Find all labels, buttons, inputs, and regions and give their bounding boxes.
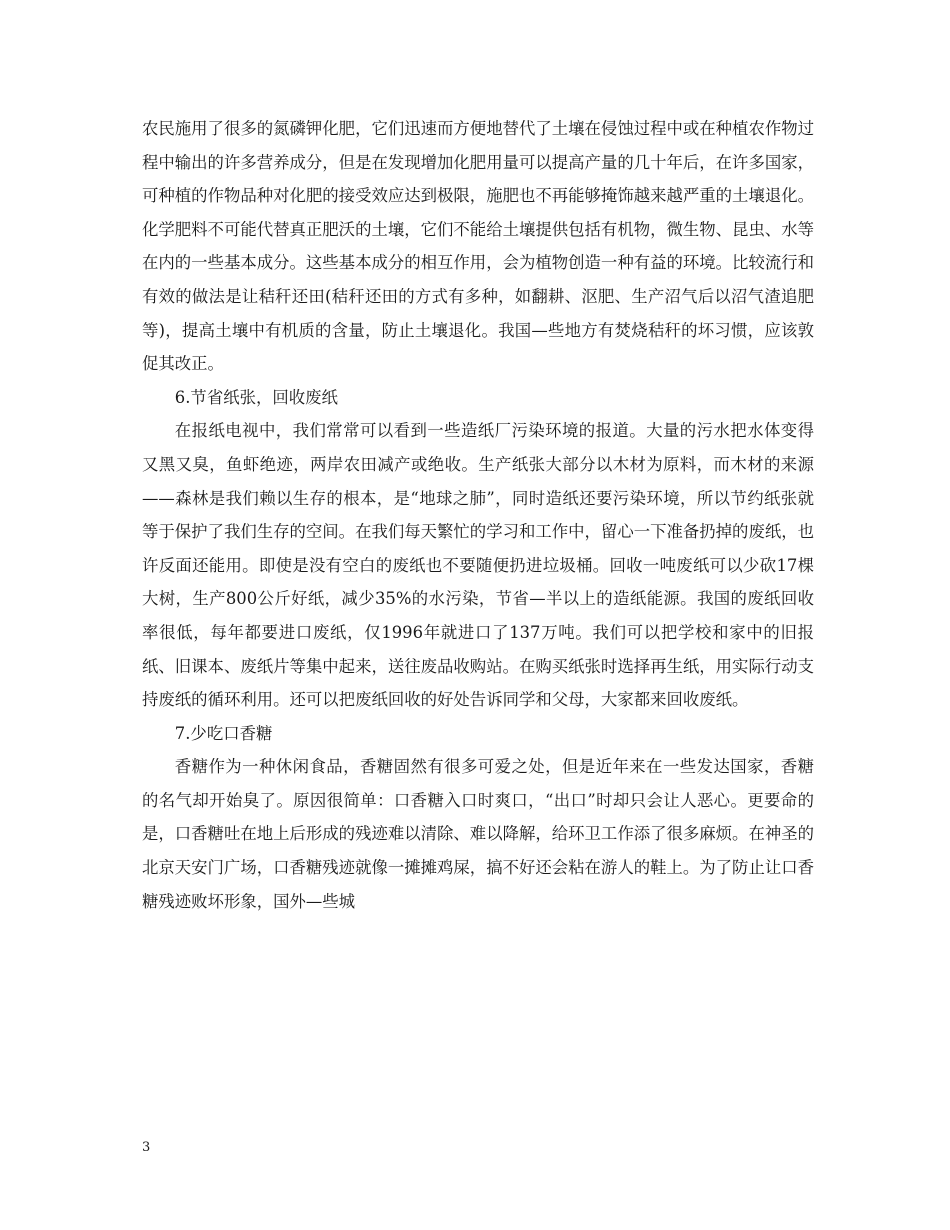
paragraph-save-paper: 在报纸电视中，我们常常可以看到一些造纸厂污染环境的报道。大量的污水把水体变得又黑又臭，鱼虾绝迹，两岸农田减产或绝收。生产纸张大部分以木材为原料，而木材的来源——森林是我们赖以生存的根本，是“地球之肺”，同时造纸还要污染环境，所以节约纸张就等于保护了我们生存的空间。在我们每天繁忙的学习和工作中，留心一下准备扔掉的废纸，也许反面还能用。即使是没有空白的废纸也不要随便扔进垃圾桶。回收一吨废纸可以少砍17棵大树，生产800公斤好纸，减少35%的水污染，节省—半以上的造纸能源。我国的废纸回收率很低，每年都要进口废纸，仅1996年就进口了137万吨。我们可以把学校和家中的旧报纸、旧课本、废纸片等集中起来，送往废品收购站。在购买纸张时选择再生纸，用实际行动支持废纸的循环利用。还可以把废纸回收的好处告诉同学和父母，大家都来回收废纸。 — [142, 421, 815, 710]
document-body — [142, 112, 814, 918]
section-heading-save-paper: 6.节省纸张，回收废纸 — [174, 387, 338, 407]
paragraph-fertilizer: 农民施用了很多的氮磷钾化肥，它们迅速而方便地替代了土壤在侵蚀过程中或在种植农作物过程中输出的许多营养成分，但是在发现增加化肥用量可以提高产量的几十年后，在许多国家，可种植的作物品种对化肥的接受效应达到极限，施肥也不再能够掩饰越来越严重的土壤退化。化学肥料不可能代替真正肥沃的土壤，它们不能给土壤提供包括有机物，微生物、昆虫、水等在内的一些基本成分。这些基本成分的相互作用，会为植物创造一种有益的环境。比较流行和有效的做法是让秸秆还田(秸秆还田的方式有多种，如翻耕、沤肥、生产沼气后以沼气渣追肥等)，提高土壤中有机质的含量，防止土壤退化。我国—些地方有焚烧秸秆的坏习惯，应该敦促其改正。 — [142, 119, 815, 374]
paragraph-chewing-gum: 香糖作为一种休闲食品，香糖固然有很多可爱之处，但是近年来在一些发达国家，香糖的名气却开始臭了。原因很简单：口香糖入口时爽口，“出口”时却只会让人恶心。更要命的是，口香糖吐在地上后形成的残迹难以清除、难以降解，给环卫工作添了很多麻烦。在神圣的北京天安门广场，口香糖残迹就像一摊摊鸡屎，搞不好还会粘在游人的鞋上。为了防止让口香糖残迹败坏形象，国外—些城 — [142, 757, 815, 911]
section-heading-chewing-gum: 7.少吃口香糖 — [174, 723, 273, 743]
page-number: 3 — [142, 1140, 151, 1155]
